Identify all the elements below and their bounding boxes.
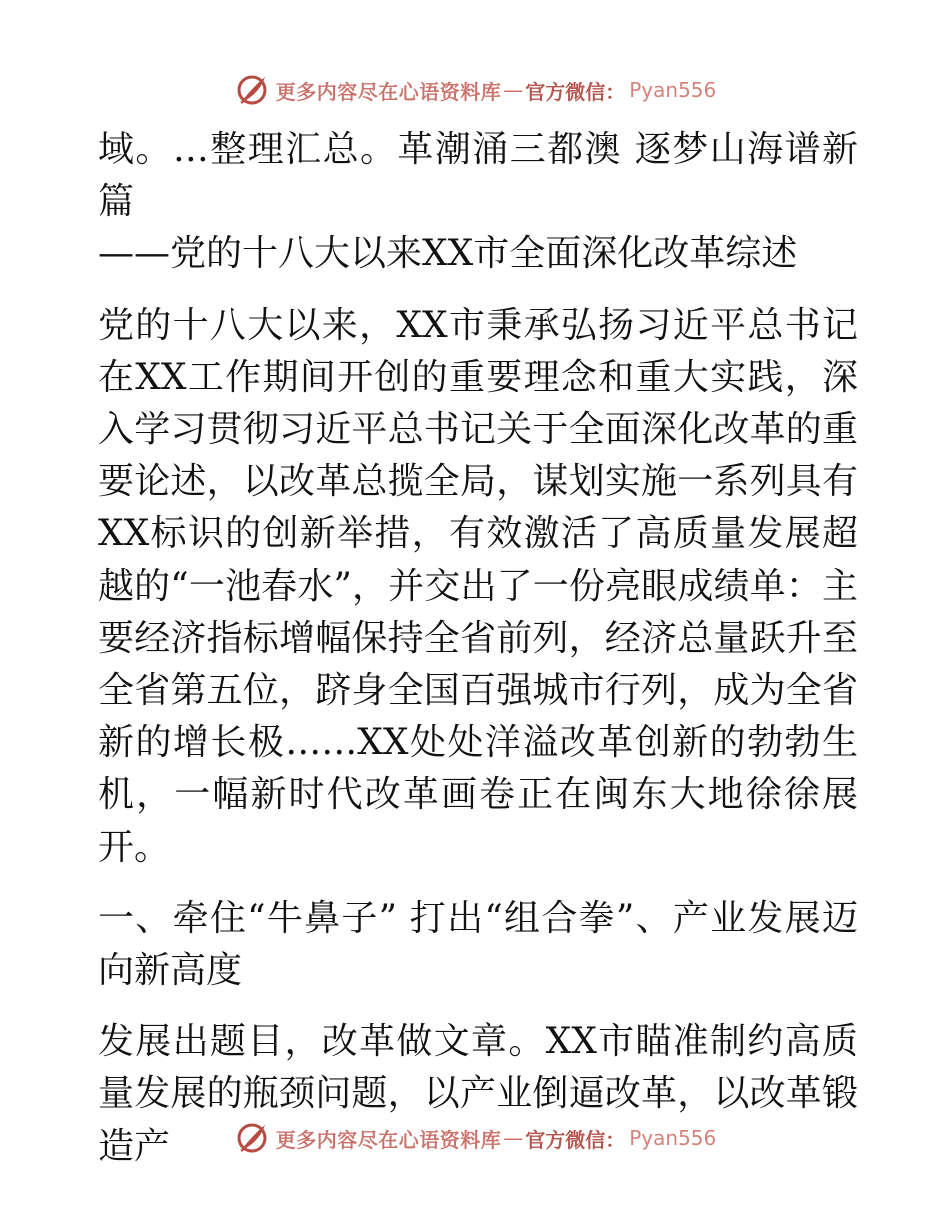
paragraph-intro: 党的十八大以来，XX市秉承弘扬习近平总书记在XX工作期间开创的重要理念和重大实践，深入学习贯彻习近平总书记关于全面深化改革的重要论述，以改革总揽全局，谋划实施一系列具有XX标识的创新举措，有效激活了高质量发展超越的“一池春水”，并交出了一份亮眼成绩单：主要经济指标增幅保持全省前列，经济总量跃升至全省第五位，跻身全国百强城市行列，成为全省新的增长极……XX处处洋溢改革创新的勃勃生机，一幅新时代改革画卷正在闽东大地徐徐展开。 <box>98 304 858 868</box>
wechat-label: 官方微信： <box>525 1127 626 1152</box>
wechat-label: 官方微信： <box>525 79 626 104</box>
banner-separator: — <box>503 78 524 102</box>
wechat-id: Pyan556 <box>629 1126 717 1150</box>
text-line: 域。…整理汇总。革潮涌三都澳 逐梦山海谱新篇 <box>98 129 858 223</box>
document-body <box>98 124 858 1173</box>
wechat-id: Pyan556 <box>629 78 717 102</box>
header-banner <box>0 70 950 110</box>
paragraph-section-1: 发展出题目，改革做文章。XX市瞄准制约高质量发展的瓶颈问题，以产业倒逼改革，以改革锻造产 <box>98 1021 858 1167</box>
promo-text: 更多内容尽在心语资料库 <box>275 1127 502 1152</box>
quill-pen-logo-icon <box>234 72 270 108</box>
section-heading: 一、牵住“牛鼻子” 打出“组合拳”、产业发展迈向新高度 <box>98 897 858 992</box>
promo-text: 更多内容尽在心语资料库 <box>275 79 502 104</box>
quill-pen-logo-icon <box>234 1120 270 1156</box>
banner-separator: — <box>503 1126 524 1150</box>
document-subtitle: ——党的十八大以来XX市全面深化改革综述 <box>98 233 798 275</box>
footer-banner <box>0 1118 950 1158</box>
